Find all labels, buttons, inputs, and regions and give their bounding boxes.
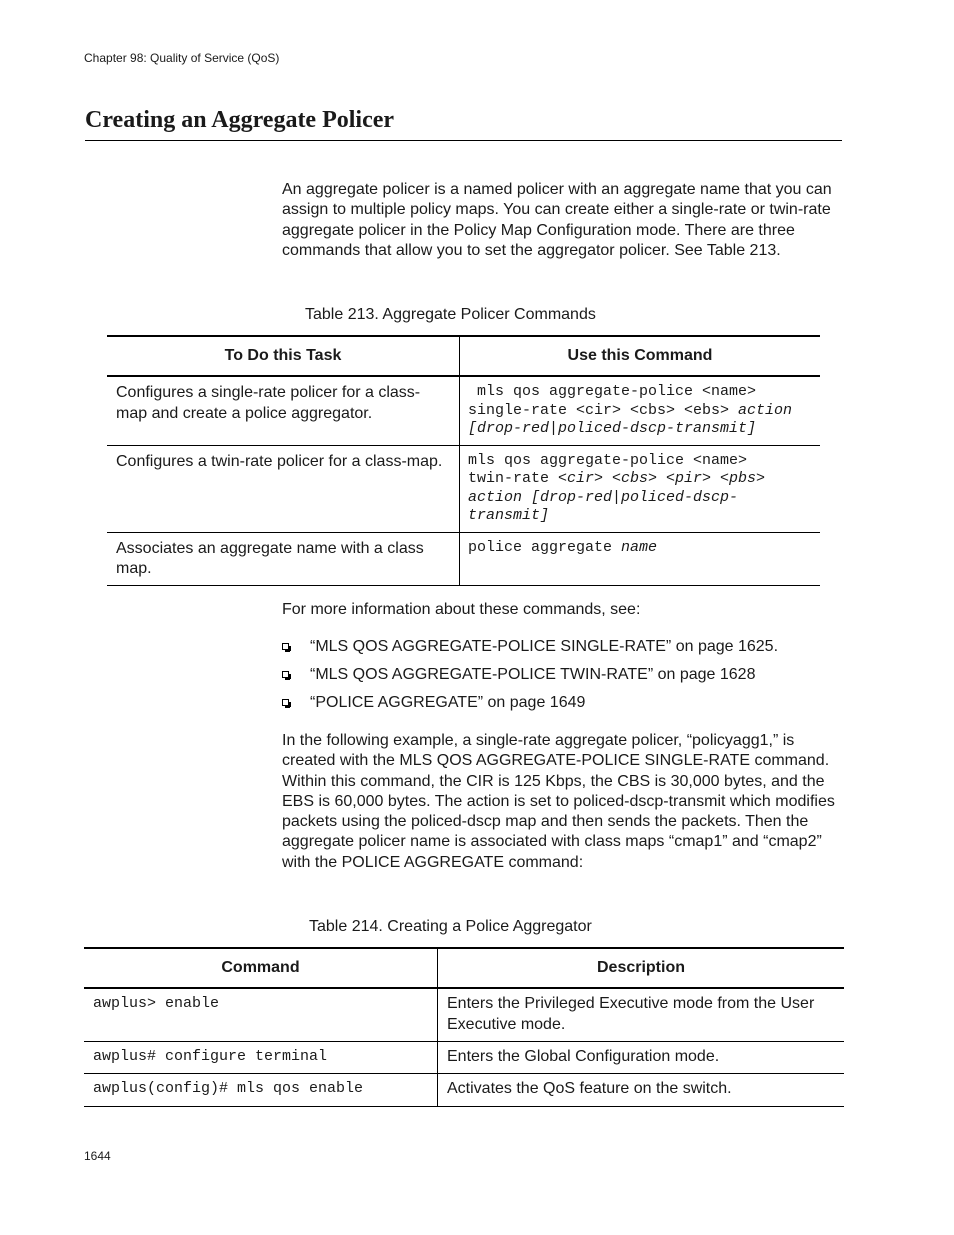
description-cell: Enters the Global Configuration mode. [438, 1041, 845, 1073]
running-head: Chapter 98: Quality of Service (QoS) [84, 51, 280, 65]
checkbox-bullet-icon [282, 643, 289, 650]
checkbox-bullet-icon [282, 671, 289, 678]
aggregate-policer-commands-table [107, 335, 820, 586]
command-cell: awplus(config)# mls qos enable [84, 1073, 438, 1106]
table-row [107, 532, 820, 585]
table-row [107, 376, 820, 445]
table-row [107, 445, 820, 532]
command-cell: police aggregate name [460, 532, 821, 585]
table-row [84, 1041, 844, 1073]
page-title: Creating an Aggregate Policer [85, 107, 395, 133]
police-aggregator-table [84, 947, 844, 1107]
title-rule [85, 140, 842, 141]
task-cell: Configures a twin-rate policer for a class-map. [107, 445, 460, 532]
task-cell: Configures a single-rate policer for a class-map and create a police aggregator. [107, 376, 460, 445]
command-cell: awplus# configure terminal [84, 1041, 438, 1073]
table-header-row [107, 336, 820, 376]
description-cell: Enters the Privileged Executive mode from the User Executive mode. [438, 988, 845, 1041]
table-213-caption: Table 213. Aggregate Policer Commands [305, 306, 596, 323]
page-number: 1644 [84, 1149, 111, 1163]
task-cell: Associates an aggregate name with a class map. [107, 532, 460, 585]
more-info-text: For more information about these commands, see: [282, 601, 641, 618]
intro-paragraph: An aggregate policer is a named policer with an aggregate name that you can assign to multiple policy maps. You can create either a single-rate or twin-rate aggregate policer in the Policy Map Configuration mode. There are three commands that allow you to set the aggregator policer. See Table 213. [282, 181, 832, 259]
column-header-task: To Do this Task [107, 336, 460, 376]
table-row [84, 1073, 844, 1106]
reference-link[interactable]: “POLICE AGGREGATE” on page 1649 [310, 694, 586, 711]
command-cell: mls qos aggregate-police <name> single-rate <cir> <cbs> <ebs> action [drop-red|policed-dscp-transmit] [460, 376, 821, 445]
command-cell: mls qos aggregate-police <name> twin-rate <cir> <cbs> <pir> <pbs> action [drop-red|policed-dscp- transmit] [460, 445, 821, 532]
table-214-caption: Table 214. Creating a Police Aggregator [309, 918, 592, 935]
description-cell: Activates the QoS feature on the switch. [438, 1073, 845, 1106]
reference-link[interactable]: “MLS QOS AGGREGATE-POLICE TWIN-RATE” on page 1628 [310, 666, 756, 683]
table-row [84, 988, 844, 1041]
table-header-row [84, 948, 844, 988]
column-header-command: Use this Command [460, 336, 821, 376]
column-header-description: Description [438, 948, 845, 988]
command-cell: awplus> enable [84, 988, 438, 1041]
example-paragraph: In the following example, a single-rate aggregate policer, “policyagg1,” is created with the MLS QOS AGGREGATE-POLICE SINGLE-RATE command. Within this command, the CIR is 125 Kbps, the CBS is 30,000 bytes, and the EBS is 60,000 bytes. The action is set to policed-dscp-transmit which modifies packets using the policed-dscp map and then sends the packets. Then the aggregate policer name is associated with class maps “cmap1” and “cmap2” with the POLICE AGGREGATE command: [282, 732, 835, 871]
column-header-command: Command [84, 948, 438, 988]
checkbox-bullet-icon [282, 699, 289, 706]
reference-link[interactable]: “MLS QOS AGGREGATE-POLICE SINGLE-RATE” on page 1625. [310, 638, 779, 655]
